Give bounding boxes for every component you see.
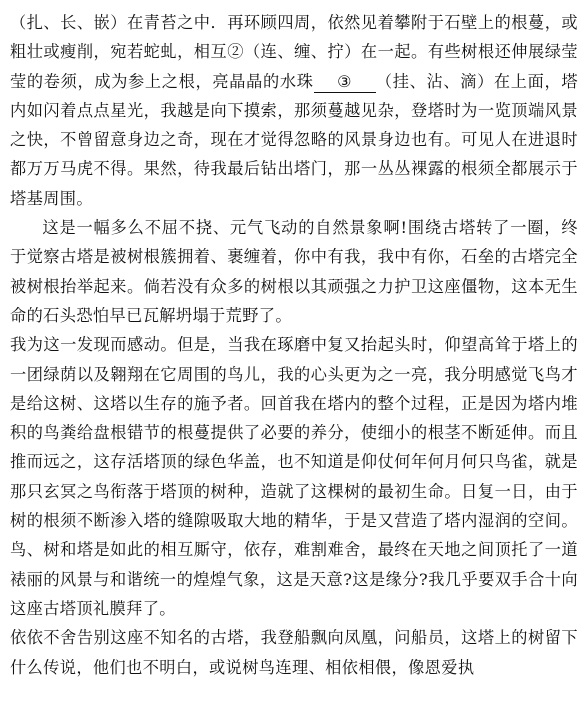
blank-3-label: ③ bbox=[337, 71, 353, 91]
paragraph-1-text-b: （连、缠、拧）在一起。有些树根还伸展绿莹莹的卷须，成为参上之根，亮晶晶的水珠 bbox=[10, 42, 578, 91]
fill-in-blank-3 bbox=[314, 72, 376, 93]
paragraph-1-text-c: （挂、沾、滴）在上面，塔内如闪着点点星光，我越是向下摸索，那须蔓越见杂，登塔时为一览顶端风景之快，不曾留意身边之奇，现在才觉得忽略的风景身边也有。可见人在进退时都万万马虎不得。果然，待我最后钻出塔门，那一丛丛裸露的根须全都展示于塔基周围。 bbox=[10, 71, 578, 208]
paragraph-4: 依依不舍告别这座不知名的古塔，我登船飘向凤凰，问船员，这塔上的树留下什么传说，他们也不明白，或说树鸟连理、相依相偎，像恩爱执 bbox=[10, 628, 578, 677]
paragraph-3: 我为这一发现而感动。但是，当我在琢磨中复又抬起头时，仰望高耸于塔上的一团绿荫以及翱翔在它周围的鸟儿，我的心头更为之一亮，我分明感觉飞鸟才是给这树、这塔以生存的施予者。回首我在塔内的整个过程，正是因为塔内堆积的鸟粪给盘根错节的根蔓提供了必要的养分，使细小的根茎不断延伸。而且推而远之，这存活塔顶的绿色华盖，也不知道是仰仗何年何月何只鸟雀，就是那只玄冥之鸟衔落于塔顶的树种，造就了这棵树的最初生命。日复一日，由于树的根须不断渗入塔的缝隙吸取大地的精华，于是又营造了塔内湿润的空间。鸟、树和塔是如此的相互厮守，依存，难割难舍，最终在天地之间顶托了一道裱丽的风景与和谐统一的煌煌气象，这是天意?这是缘分?我几乎要双手合十向这座古塔顶礼膜拜了。 bbox=[10, 335, 578, 618]
paragraph-2: 这是一幅多么不屈不挠、元气飞动的自然景象啊!围绕古塔转了一圈，终于觉察古塔是被树根簇拥着、裹缠着，你中有我，我中有你，石垒的古塔完全被树根抬举起来。倘若没有众多的树根以其顽强之力护卫这座僵物，这本无生命的石头恐怕早已瓦解坍塌于荒野了。 bbox=[10, 218, 578, 325]
blank-2-label: ② bbox=[227, 42, 244, 62]
paragraph-1 bbox=[10, 8, 578, 213]
paragraph-1-text-a: （扎、长、嵌）在青苔之中．再环顾四周，依然见着攀附于石壁上的根蔓，或粗壮或瘦削，宛若蛇虬，相互 bbox=[10, 13, 578, 62]
